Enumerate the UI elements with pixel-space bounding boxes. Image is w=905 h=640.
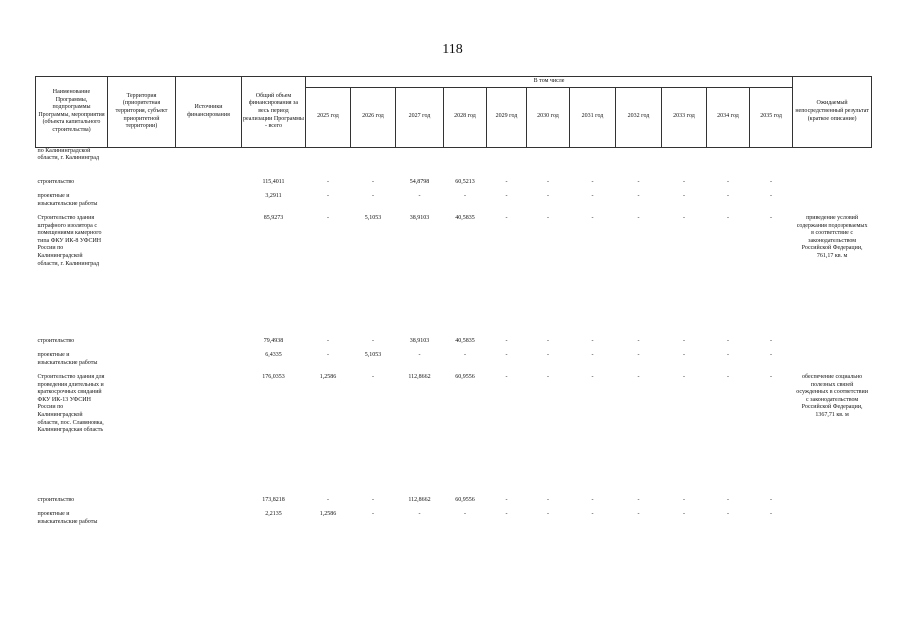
row-total-cell: 79,4938 [263,338,284,345]
header-year: 2025 год [306,87,351,147]
row-year-value: - [727,497,729,504]
row-year-value: 38,9103 [409,215,430,222]
row-year-value: - [547,497,549,504]
row-result-cell [793,193,872,215]
row-year-value: 60,9556 [455,374,475,381]
row-sources-cell [176,374,242,497]
header-year: 2027 год [396,87,444,147]
header-year: 2034 год [707,87,750,147]
table-row [36,215,872,338]
row-name-cell: проектные и изыскательские работы [37,193,98,207]
header-name: Наименование Программы, подпрограммы Программы, мероприятия (объекта капитального строительства) [36,77,108,148]
row-result-cell [793,338,872,352]
header-result: Ожидаемый непосредственный результат (краткое описание) [793,77,872,148]
row-year-value: - [547,193,549,200]
row-year-value: - [372,179,374,186]
row-name-cell: по Калининградской области, г. Калининград [37,147,99,162]
row-year-value: 1,2586 [319,374,337,381]
row-year-value: 40,5835 [455,215,475,222]
row-year-value: - [637,179,640,186]
row-name-cell: строительство [37,497,75,504]
row-year-value: - [683,338,685,345]
row-year-value: - [505,352,508,359]
header-sources: Источники финансирования [176,77,242,148]
row-name-cell: проектные и изыскательские работы [37,511,98,525]
row-year-value: - [418,193,421,200]
row-year-value: - [770,193,773,200]
row-year-value: - [727,352,729,359]
row-year-value: - [727,338,729,345]
row-total-cell: 176,0353 [262,374,285,381]
row-year-value: - [505,179,508,186]
row-year-value [707,147,750,179]
row-sources-cell [176,193,242,215]
row-year-value: - [327,193,329,200]
row-year-value: - [637,374,640,381]
program-table [35,76,872,533]
row-territory-cell [108,147,176,179]
row-territory-cell [108,497,176,511]
row-name-cell: Строительство здания штрафного изолятора с помещениями камерного типа ФКУ ИК-8 УФСИН России по Калининградской области, г. Калининград [37,215,102,267]
table-row [36,352,872,374]
table-row [36,511,872,533]
row-year-value: 112,8662 [408,374,431,381]
header-year: 2029 год [487,87,527,147]
header-year: 2032 год [616,87,662,147]
row-year-value: - [683,352,685,359]
row-sources-cell [176,179,242,193]
row-result-cell [793,147,872,179]
row-year-value: - [683,497,685,504]
row-result-cell [793,179,872,193]
row-territory-cell [108,215,176,338]
row-year-value: - [505,511,508,518]
row-year-value: - [637,511,640,518]
row-year-value: - [770,374,773,381]
header-total: Общий объем финансирования за весь период реализации Программы - всего [242,77,306,148]
row-sources-cell [176,147,242,179]
row-year-value [527,147,570,179]
row-year-value: - [591,193,594,200]
row-year-value: - [372,497,374,504]
row-result-cell: обеспечение социально полезных связей осужденных в соответствии с законодательством Российской Федерации, 1367,71 кв. м [796,374,868,419]
row-year-value [351,147,396,179]
row-total-cell: 6,4335 [265,352,282,359]
row-year-value [487,147,527,179]
row-year-value: 5,1053 [364,215,382,222]
row-total-cell: 115,4011 [262,179,285,186]
row-result-cell [793,497,872,511]
row-name-cell: строительство [37,179,75,186]
header-year: 2033 год [662,87,707,147]
row-total-cell [242,147,306,179]
row-year-value: - [418,511,421,518]
row-year-value: - [547,338,549,345]
row-year-value: - [727,511,729,518]
row-year-value: - [591,374,594,381]
row-year-value: - [591,352,594,359]
row-year-value: - [591,511,594,518]
header-year: 2035 год [750,87,793,147]
row-territory-cell [108,338,176,352]
row-year-value: - [327,215,329,222]
row-year-value: - [637,497,640,504]
row-year-value: - [327,338,329,345]
row-year-value: - [547,352,549,359]
row-year-value: - [505,215,508,222]
row-result-cell [793,352,872,374]
row-year-value: - [770,179,773,186]
row-year-value: - [372,193,374,200]
row-year-value: - [505,497,508,504]
row-year-value: - [591,215,594,222]
table-row [36,147,872,179]
row-sources-cell [176,511,242,533]
row-year-value: - [637,193,640,200]
row-year-value: 1,2586 [319,511,337,518]
row-year-value: 60,5213 [455,179,475,186]
table-row [36,338,872,352]
table-row [36,374,872,497]
row-year-value [616,147,662,179]
row-total-cell: 173,8218 [262,497,285,504]
row-year-value: 54,8798 [409,179,430,186]
row-year-value: - [327,497,329,504]
row-year-value: - [505,338,508,345]
row-year-value: - [770,215,773,222]
row-year-value: - [547,179,549,186]
row-year-value: - [591,179,594,186]
row-name-cell: проектные и изыскательские работы [37,352,98,366]
row-year-value: - [505,374,508,381]
row-result-cell [793,511,872,533]
row-territory-cell [108,352,176,374]
row-territory-cell [108,179,176,193]
row-sources-cell [176,338,242,352]
row-year-value: 60,9556 [455,497,475,504]
row-year-value [306,147,351,179]
row-year-value: - [727,215,729,222]
row-year-value: - [770,338,773,345]
row-sources-cell [176,497,242,511]
row-year-value: - [372,374,374,381]
table-header [36,77,872,148]
row-year-value: - [591,497,594,504]
table-body [36,147,872,533]
row-year-value: - [547,374,549,381]
row-year-value: 38,9103 [409,338,430,345]
row-year-value: - [372,338,374,345]
row-year-value: - [464,352,466,359]
row-year-value: - [637,352,640,359]
row-year-value: - [637,215,640,222]
row-year-value [750,147,793,179]
header-year: 2030 год [527,87,570,147]
header-territory: Территория (приоритетная территория, субъект приоритетной территории) [108,77,176,148]
row-year-value: - [327,352,329,359]
row-year-value: - [770,511,773,518]
row-year-value: - [591,338,594,345]
row-year-value: - [727,193,729,200]
row-year-value: 40,5835 [455,338,475,345]
header-year: 2028 год [444,87,487,147]
row-name-cell: строительство [37,338,75,345]
row-year-value: - [547,511,549,518]
row-year-value [396,147,444,179]
row-year-value: 5,1053 [364,352,382,359]
row-territory-cell [108,374,176,497]
row-sources-cell [176,215,242,338]
row-year-value: - [683,193,685,200]
row-territory-cell [108,193,176,215]
row-year-value: - [727,374,729,381]
row-total-cell: 3,2911 [265,193,282,200]
row-year-value: - [505,193,508,200]
row-result-cell: приведение условий содержания подозреваемых в соответствие с законодательством Российской Федерации, 761,17 кв. м [796,215,868,260]
header-year: 2031 год [570,87,616,147]
header-including: В том числе [306,77,793,88]
row-year-value: - [464,511,466,518]
row-name-cell: Строительство здания для проведения длительных и краткосрочных свиданий ФКУ ИК-13 УФСИН России по Калининградской области, пос. Славяновка, Калининградская область [37,374,105,434]
row-year-value: - [547,215,549,222]
row-year-value [662,147,707,179]
row-year-value: - [727,179,729,186]
row-year-value: - [418,352,421,359]
table-row [36,179,872,193]
row-year-value: - [683,511,685,518]
row-year-value: - [683,179,685,186]
row-year-value: - [683,374,685,381]
row-year-value: - [327,179,329,186]
header-year: 2026 год [351,87,396,147]
row-year-value [570,147,616,179]
row-territory-cell [108,511,176,533]
row-year-value: - [372,511,374,518]
row-year-value: - [464,193,466,200]
row-sources-cell [176,352,242,374]
page-number: 118 [442,42,463,57]
row-year-value: - [770,497,773,504]
row-year-value: - [683,215,685,222]
row-year-value: - [637,338,640,345]
table-row [36,193,872,215]
row-total-cell: 2,2135 [265,511,282,518]
row-year-value: - [770,352,773,359]
row-year-value [444,147,487,179]
row-total-cell: 85,9273 [263,215,284,222]
row-year-value: 112,8662 [408,497,431,504]
table-row [36,497,872,511]
